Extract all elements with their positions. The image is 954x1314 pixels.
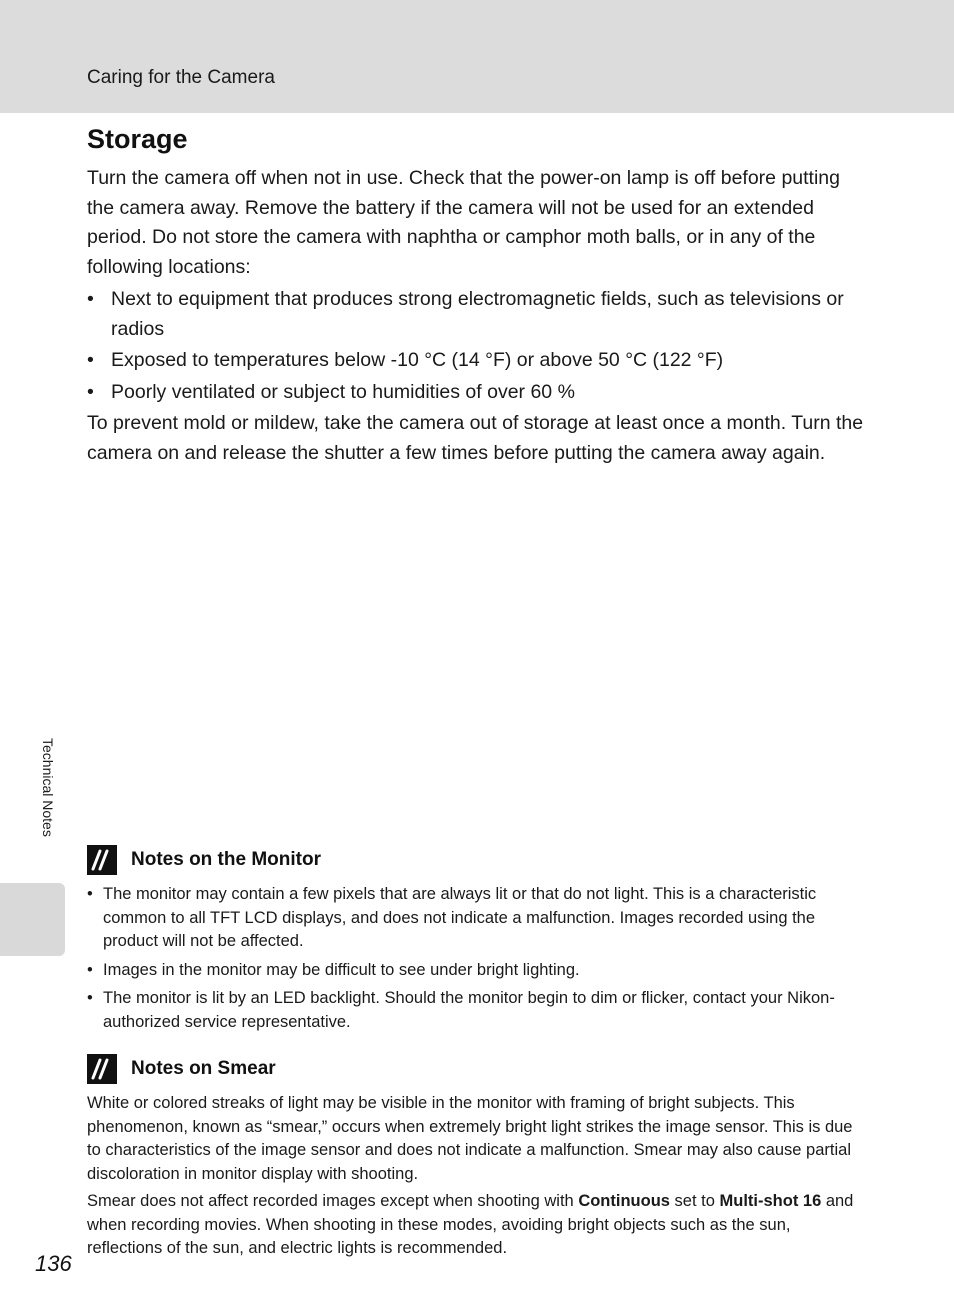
- notes-smear-body: [87, 1092, 867, 1265]
- list-item: • The monitor is lit by an LED backlight. Should the monitor begin to dim or flicker, contact your Nikon-authorized service representative.: [87, 989, 835, 1031]
- list-item: • The monitor may contain a few pixels that are always lit or that do not light. This is a characteristic common to all TFT LCD displays, and does not indicate a malfunction. Images recorded using the product will not be affected.: [87, 885, 817, 950]
- bullet-icon: •: [87, 380, 94, 403]
- notes-monitor-title: Notes on the Monitor: [131, 849, 321, 870]
- notes-smear-title: Notes on Smear: [131, 1058, 276, 1079]
- bullet-icon: •: [87, 288, 94, 310]
- storage-closing: To prevent mold or mildew, take the camera out of storage at least once a month. Turn the camera on and release the shutter a few times before putting the camera away again.: [87, 412, 864, 464]
- storage-location-list: [87, 285, 867, 407]
- caution-icon: [87, 1054, 117, 1084]
- storage-section: [87, 164, 867, 468]
- page-header: [0, 0, 954, 113]
- page-number: 136: [35, 1251, 72, 1276]
- list-item: • Exposed to temperatures below -10 °C (14 °F) or above 50 °C (122 °F): [87, 346, 867, 376]
- section-title: Caring for the Camera: [87, 67, 275, 88]
- side-tab-label: Technical Notes: [40, 738, 56, 837]
- page-title: Storage: [87, 124, 188, 154]
- bullet-icon: •: [87, 960, 93, 979]
- caution-icon: [87, 845, 117, 875]
- notes-monitor-body: [87, 883, 867, 1039]
- multi-shot-setting-label: Multi-shot 16: [719, 1192, 822, 1210]
- side-tab-marker: [0, 883, 65, 956]
- bullet-icon: •: [87, 885, 93, 903]
- notes-smear-heading: [87, 1054, 276, 1084]
- notes-monitor-list: [87, 883, 867, 1034]
- bullet-icon: •: [87, 989, 93, 1007]
- notes-smear-paragraph-2: Smear does not affect recorded images except when shooting with Continuous set to Multi-shot 16 and when recording movies. When shooting in these modes, avoiding bright objects such as the sun, reflections of the sun, and electric lights is recommended.: [87, 1192, 854, 1257]
- list-item: • Next to equipment that produces strong electromagnetic fields, such as televisions or radios: [87, 285, 867, 344]
- list-item: • Poorly ventilated or subject to humidities of over 60 %: [87, 378, 867, 408]
- bullet-icon: •: [87, 349, 94, 371]
- list-item: • Images in the monitor may be difficult to see under bright lighting.: [87, 959, 867, 983]
- storage-intro: Turn the camera off when not in use. Check that the power-on lamp is off before putting the camera away. Remove the battery if the camera will not be used for an extended period. Do not store the camera with naphtha or camphor moth balls, or in any of the following locations:: [87, 167, 840, 278]
- continuous-setting-label: Continuous: [578, 1192, 670, 1210]
- notes-smear-paragraph-1: White or colored streaks of light may be visible in the monitor with framing of bright subjects. This phenomenon, known as “smear,” occurs when extremely bright light strikes the image sensor. This is due to characteristics of the image sensor and does not indicate a malfunction. Smear may also cause partial discoloration in monitor display with shooting.: [87, 1094, 853, 1183]
- notes-monitor-heading: [87, 845, 321, 875]
